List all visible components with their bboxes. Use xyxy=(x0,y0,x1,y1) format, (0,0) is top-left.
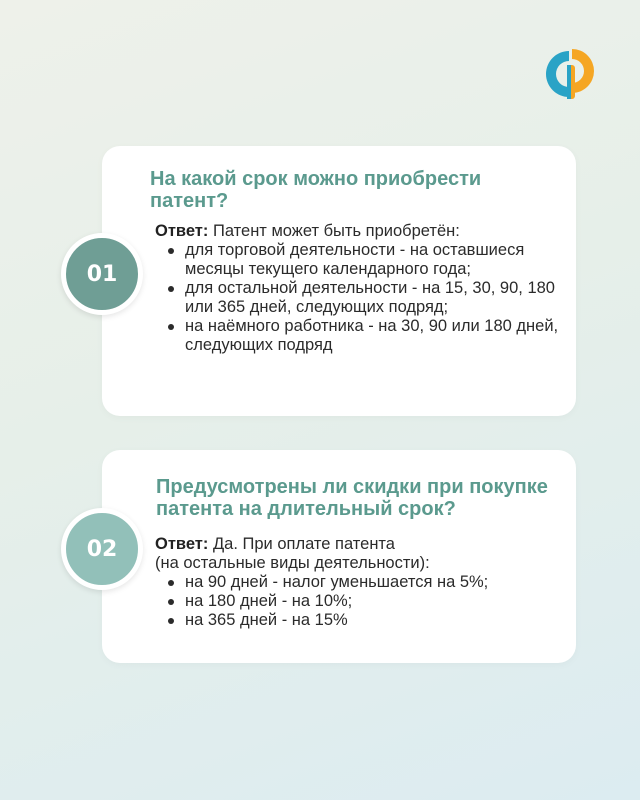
number-badge-01: 01 xyxy=(61,233,143,315)
answer-intro: Патент может быть приобретён: xyxy=(208,222,460,240)
brand-logo-icon xyxy=(545,45,597,103)
list-item: на 180 дней - на 10%; xyxy=(185,592,565,611)
answer-label: Ответ: xyxy=(155,222,209,240)
answer-intro-line xyxy=(155,535,565,554)
faq-card-1 xyxy=(102,146,576,416)
question-title: Предусмотрены ли скидки при покупке патента на длительный срок? xyxy=(156,476,548,520)
answer-list xyxy=(155,241,565,355)
list-item: для остальной деятельности - на 15, 30, 90, 180 или 365 дней, следующих подряд; xyxy=(185,279,565,317)
list-item: на 90 дней - налог уменьшается на 5%; xyxy=(185,573,565,592)
answer-block xyxy=(155,222,565,355)
answer-label: Ответ: xyxy=(155,535,209,553)
number-badge-02: 02 xyxy=(61,508,143,590)
list-item: для торговой деятельности - на оставшиеся месяцы текущего календарного года; xyxy=(185,241,565,279)
answer-intro: Да. При оплате патента xyxy=(208,535,395,553)
list-item: на наёмного работника - на 30, 90 или 180 дней, следующих подряд xyxy=(185,317,565,355)
faq-card-2 xyxy=(102,450,576,663)
answer-intro-line-2: (на остальные виды деятельности): xyxy=(155,554,430,572)
answer-list xyxy=(155,573,565,630)
list-item: на 365 дней - на 15% xyxy=(185,611,565,630)
answer-block xyxy=(155,535,565,630)
question-title: На какой срок можно приобрести патент? xyxy=(150,168,482,212)
answer-intro-line xyxy=(155,222,565,241)
